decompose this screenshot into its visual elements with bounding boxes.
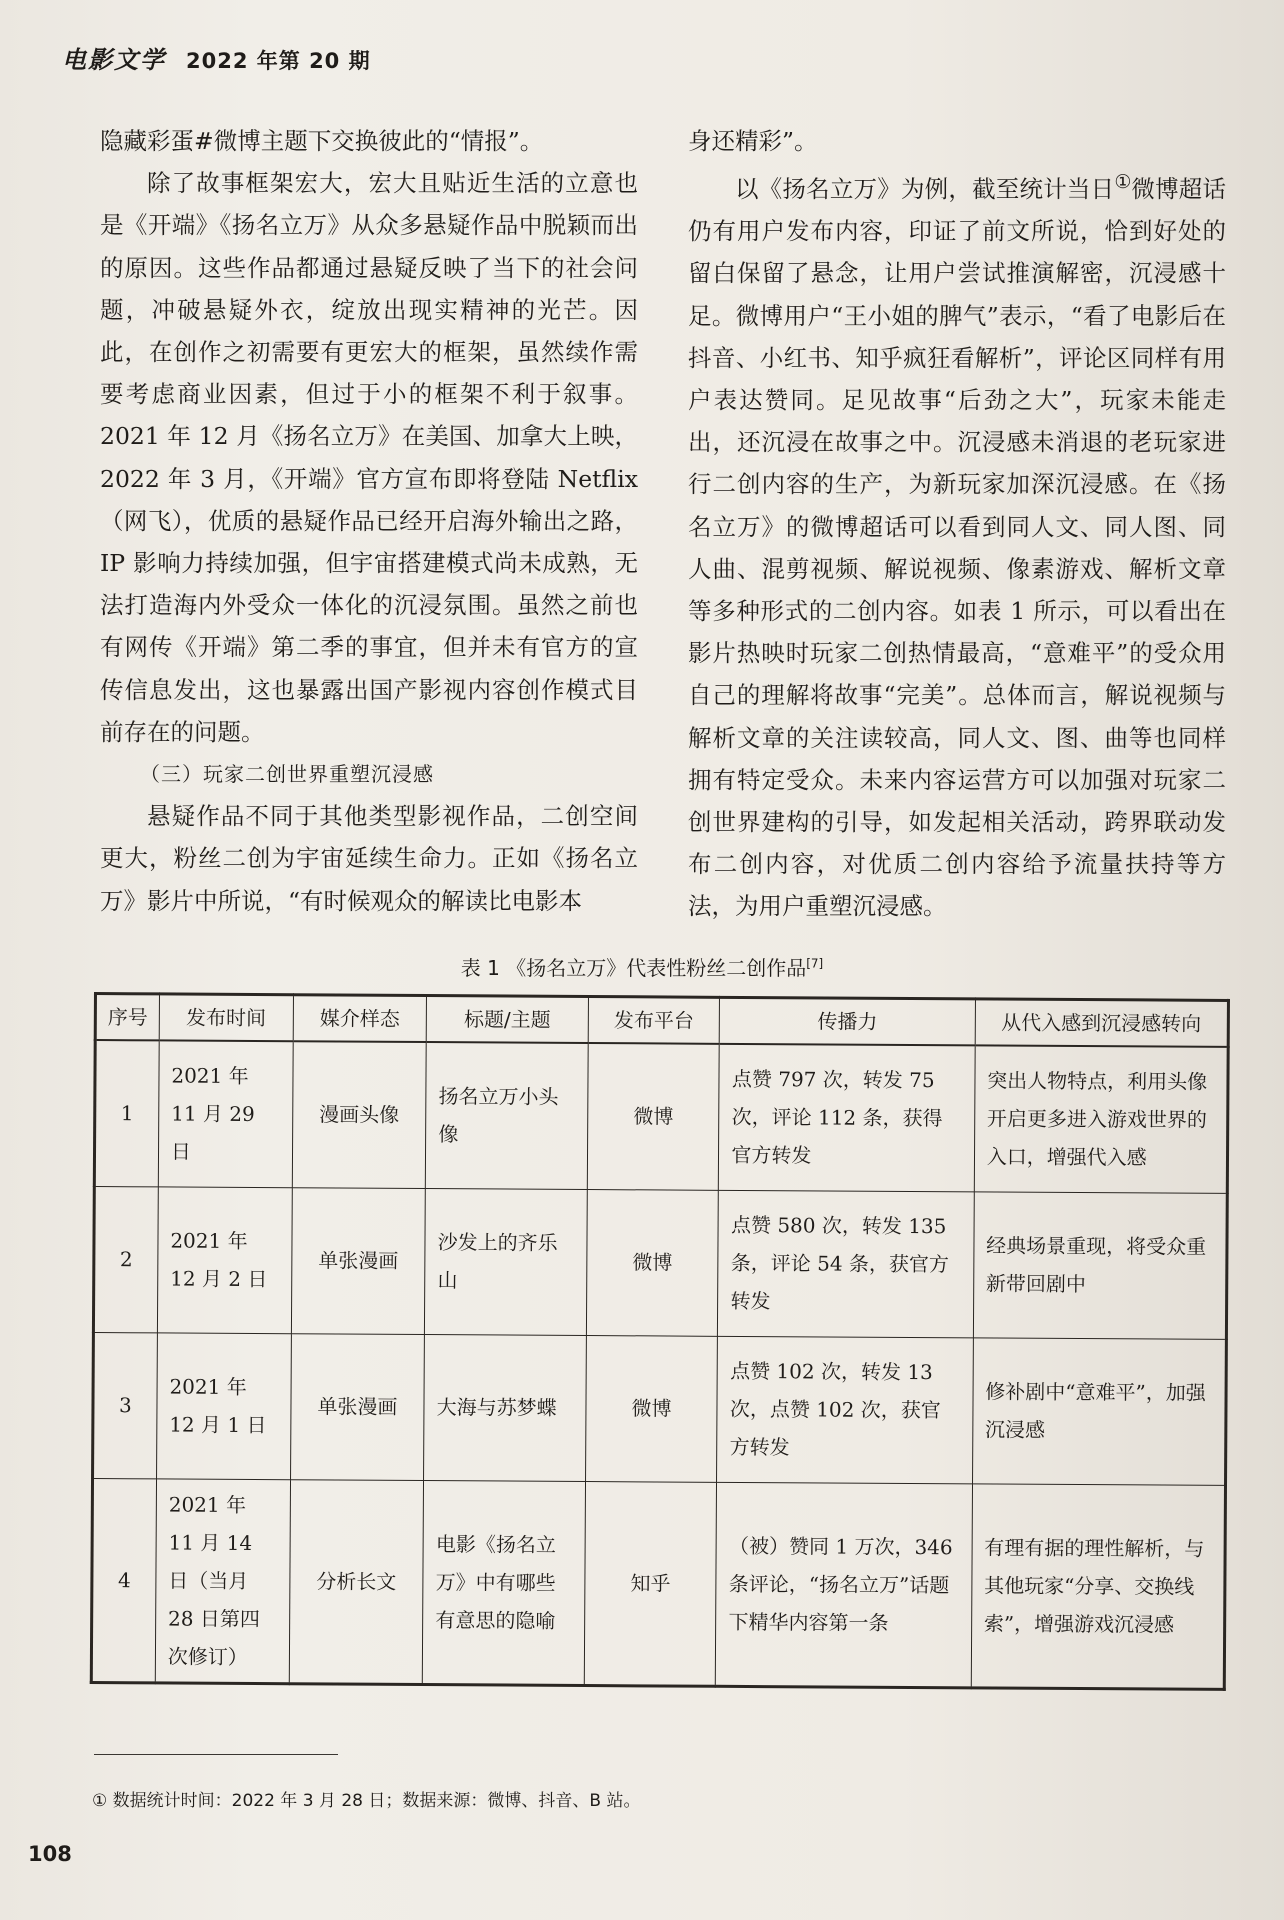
table-cell: 微博 [586, 1189, 718, 1336]
table-cell: 2021 年 12 月 2 日 [157, 1186, 292, 1333]
paragraph [688, 162, 1226, 927]
table-header-cell: 发布时间 [159, 994, 293, 1041]
footnote-marker: ① [1114, 172, 1132, 194]
table-caption-text: 表 1 《扬名立万》代表性粉丝二创作品 [460, 956, 807, 980]
paragraph: 除了故事框架宏大，宏大且贴近生活的立意也是《开端》《扬名立万》从众多悬疑作品中脱颖而出的原因。这些作品都通过悬疑反映了当下的社会问题，冲破悬疑外衣，绽放出现实精神的光芒。因此，在创作之初需要有更宏大的框架，虽然续作需要考虑商业因素，但过于小的框架不利于叙事。2021 年 12 月《扬名立万》在美国、加拿大上映，2022 年 3 月，《开端》官方宣布即将登陆 Netflix（网飞），优质的悬疑作品已经开启海外输出之路，IP 影响力持续加强，但宇宙搭建模式尚未成熟，无法打造海内外受众一体化的沉浸氛围。虽然之前也有网传《开端》第二季的事宜，但并未有官方的宣传信息发出，这也暴露出国产影视内容创作模式目前存在的问题。 [100, 169, 638, 746]
table-header-cell: 从代入感到沉浸感转向 [975, 999, 1229, 1047]
paragraph: 身还精彩”。 [688, 127, 818, 155]
issue-number: 2022 年第 20 期 [186, 49, 371, 73]
paragraph-text: 微博超话仍有用户发布内容，印证了前文所说，恰到好处的留白保留了悬念，让用户尝试推演解密，沉浸感十足。微博用户“王小姐的脾气”表示，“看了电影后在抖音、小红书、知乎疯狂看解析”，评论区同样有用户表达赞同。足见故事“后劲之大”，玩家未能走出，还沉浸在故事之中。沉浸感未消退的老玩家进行二创内容的生产，为新玩家加深沉浸感。在《扬名立万》的微博超话可以看到同人文、同人图、同人曲、混剪视频、解说视频、像素游戏、解析文章等多种形式的二创内容。如表 1 所示，可以看出在影片热映时玩家二创热情最高，“意难平”的受众用自己的理解将故事“完美”。总体而言，解说视频与解析文章的关注读较高，同人文、图、曲等也同样拥有特定受众。未来内容运营方可以加强对玩家二创世界建构的引导，如发起相关活动，跨界联动发布二创内容，对优质二创内容给予流量扶持等方法，为用户重塑沉浸感。 [688, 175, 1226, 921]
table-cell: 微博 [587, 1043, 719, 1190]
fan-works-table [90, 992, 1230, 1690]
table-row [91, 1478, 1225, 1689]
paragraph: 隐藏彩蛋#微博主题下交换彼此的“情报”。 [100, 127, 544, 155]
page-number: 108 [28, 1842, 72, 1866]
paragraph: 悬疑作品不同于其他类型影视作品，二创空间更大，粉丝二创为宇宙延续生命力。正如《扬名立万》影片中所说，“有时候观众的解读比电影本 [100, 802, 638, 915]
table-header-cell: 传播力 [720, 997, 976, 1045]
table-cell: 大海与苏梦蝶 [424, 1334, 586, 1481]
running-header [62, 40, 371, 75]
table-row [94, 1040, 1228, 1193]
table-cell: 2021 年 11 月 29 日 [158, 1040, 293, 1187]
table-cell: 2021 年 12 月 1 日 [156, 1332, 291, 1479]
table-cell: 单张漫画 [290, 1333, 424, 1480]
section-subheading: （三）玩家二创世界重塑沉浸感 [140, 762, 434, 787]
table-cell: 修补剧中“意难平”，加强沉浸感 [972, 1337, 1226, 1485]
table-cell: 4 [91, 1478, 156, 1682]
table-cell: 知乎 [584, 1481, 717, 1686]
paragraph-text: 以《扬名立万》为例，截至统计当日 [735, 175, 1115, 204]
table-cell: 2021 年 11 月 14 日（当月 28 日第四次修订） [155, 1478, 290, 1683]
table-row [93, 1332, 1227, 1485]
table-cell: 1 [94, 1040, 159, 1186]
table-cell: 扬名立万小头像 [426, 1042, 588, 1189]
left-column [100, 120, 638, 922]
table-cell: 沙发上的齐乐山 [425, 1188, 587, 1335]
footnote-divider [94, 1754, 338, 1755]
table-caption [0, 952, 1284, 981]
table-header-row [95, 994, 1228, 1047]
right-column [688, 120, 1226, 928]
journal-logo: 电影文学 [62, 45, 166, 74]
table-cell: 点赞 102 次，转发 13 次，点赞 102 次，获官方转发 [717, 1336, 973, 1484]
table-header-cell: 媒介样态 [293, 995, 427, 1042]
table-cell: 点赞 797 次，转发 75 次，评论 112 条，获得官方转发 [719, 1044, 975, 1192]
table-row [93, 1186, 1227, 1339]
table-cell: 单张漫画 [291, 1187, 425, 1334]
table-cell: 2 [93, 1186, 158, 1332]
table-cell: 3 [93, 1332, 158, 1478]
table-cell: 微博 [585, 1335, 717, 1482]
table-header-cell: 标题/主题 [426, 996, 588, 1043]
table-header-cell: 发布平台 [588, 997, 720, 1044]
citation-ref: [7] [806, 956, 824, 971]
table-cell: 点赞 580 次，转发 135 条，评论 54 条，获官方转发 [718, 1190, 974, 1338]
table-cell: 经典场景重现，将受众重新带回剧中 [973, 1191, 1227, 1339]
table-cell: 漫画头像 [292, 1041, 426, 1188]
table-cell: 电影《扬名立万》中有哪些有意思的隐喻 [423, 1480, 586, 1685]
table-header-cell: 序号 [95, 994, 159, 1041]
table-cell: 突出人物特点，利用头像开启更多进入游戏世界的入口，增强代入感 [974, 1045, 1228, 1193]
footnote: ① 数据统计时间：2022 年 3 月 28 日；数据来源：微博、抖音、B 站。 [92, 1791, 641, 1811]
table-cell: 分析长文 [289, 1479, 424, 1684]
table-cell: （被）赞同 1 万次，346 条评论，“扬名立万”话题下精华内容第一条 [716, 1482, 973, 1688]
table-cell: 有理有据的理性解析，与其他玩家“分享、交换线索”，增强游戏沉浸感 [971, 1483, 1226, 1689]
